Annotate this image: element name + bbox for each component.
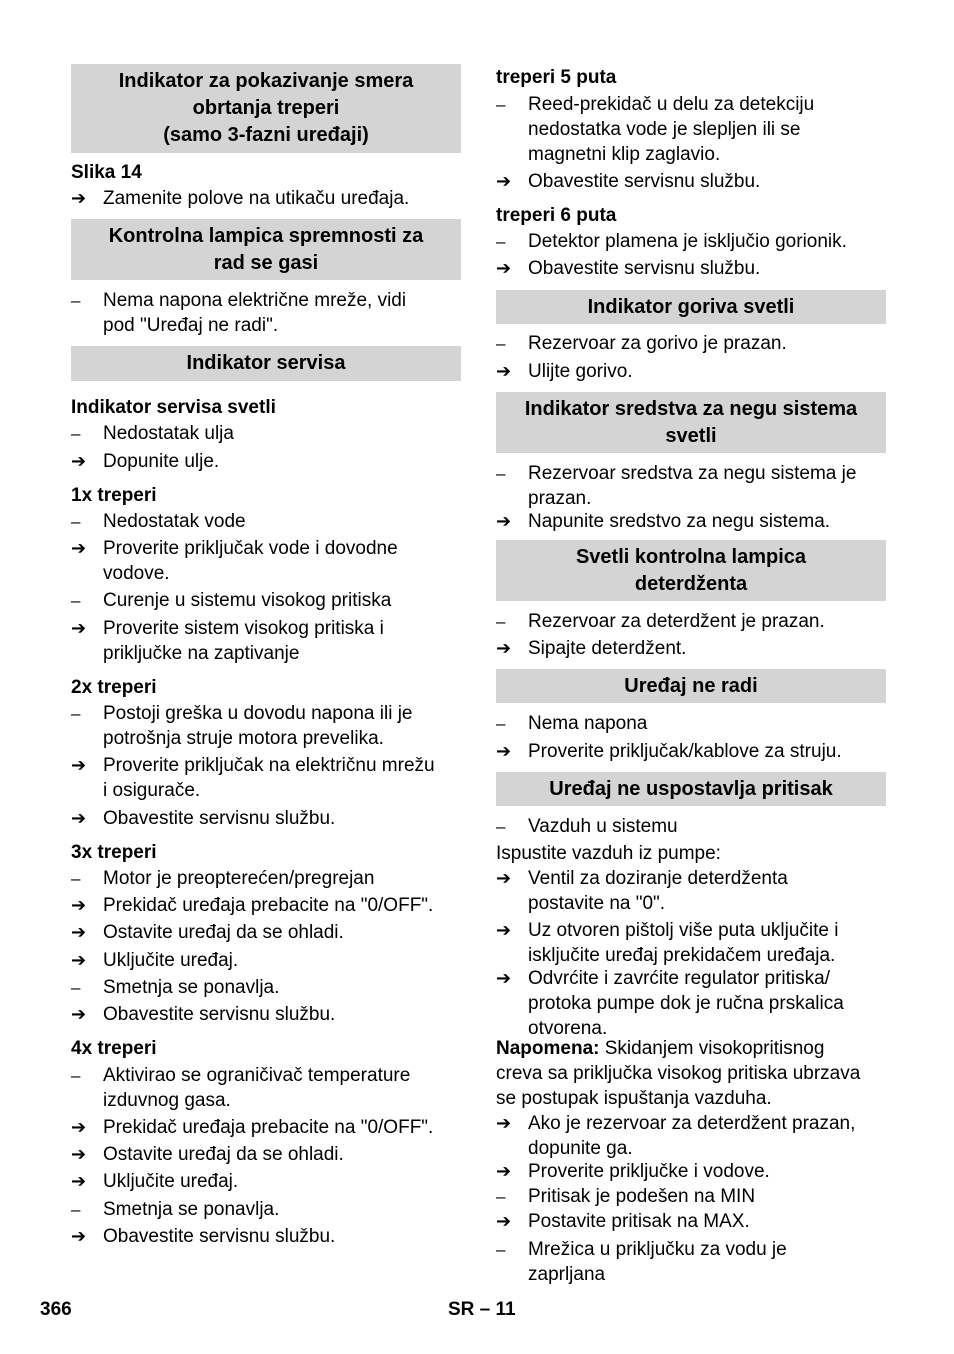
item-text-line: Reed-prekidač u delu za detekciju	[528, 94, 815, 115]
subheading: 2x treperi	[71, 677, 157, 698]
action-item	[71, 753, 461, 803]
item-text-line: Aktivirao se ograničivač temperature	[103, 1065, 411, 1086]
action-item	[71, 1169, 461, 1194]
arrow-icon: ➔	[496, 1161, 512, 1181]
action-item	[71, 449, 461, 474]
item-text-line: Detektor plamena je isključio gorionik.	[528, 231, 847, 252]
action-item	[71, 948, 461, 973]
page-number: 366	[40, 1299, 72, 1320]
dash-bullet: –	[71, 704, 81, 723]
item-text-line: izduvnog gasa.	[103, 1090, 231, 1111]
item-text-line: Rezervoar sredstva za negu sistema je	[528, 463, 857, 484]
item-text-line: Uključite uređaj.	[103, 1171, 239, 1192]
action-item	[496, 1209, 886, 1234]
subheading: 1x treperi	[71, 485, 157, 506]
item-text-line: Ostavite uređaj da se ohladi.	[103, 922, 344, 943]
action-item	[496, 359, 886, 384]
item-text-line: Nema napona	[528, 713, 648, 734]
action-item	[71, 1115, 461, 1140]
item-text-line: Proverite priključak na električnu mrežu	[103, 755, 435, 776]
item-text-line: Nema napona električne mreže, vidi	[103, 290, 407, 311]
dash-bullet: –	[71, 869, 81, 888]
arrow-icon: ➔	[71, 950, 87, 970]
item-text-line: Obavestite servisnu službu.	[528, 171, 761, 192]
dash-bullet: –	[496, 1240, 506, 1259]
item-text-line: Obavestite servisnu službu.	[528, 258, 761, 279]
arrow-icon: ➔	[496, 511, 512, 531]
section-heading-line: obrtanja treperi	[192, 97, 340, 119]
section-heading-line: Indikator goriva svetli	[587, 295, 795, 318]
section-heading-line: deterdženta	[634, 572, 748, 595]
arrow-icon: ➔	[71, 1144, 87, 1164]
subheading: treperi 5 puta	[496, 67, 617, 88]
cause-item	[496, 1237, 886, 1287]
item-text-line: Sipajte deterdžent.	[528, 638, 687, 659]
dash-bullet: –	[496, 334, 506, 353]
arrow-icon: ➔	[496, 638, 512, 658]
item-text-line: Obavestite servisnu službu.	[103, 808, 336, 829]
section-heading-line: (samo 3-fazni uređaji)	[163, 124, 369, 146]
item-text-line: Proverite priključak vode i dovodne	[103, 538, 398, 559]
subheading: treperi 6 puta	[496, 205, 617, 226]
cause-item	[71, 509, 461, 534]
arrow-icon: ➔	[71, 808, 87, 828]
action-item	[71, 536, 461, 586]
section-heading-line: svetli	[665, 424, 717, 447]
arrow-icon: ➔	[496, 258, 512, 278]
action-item	[496, 256, 886, 281]
action-item	[71, 806, 461, 831]
dash-bullet: –	[71, 424, 81, 443]
arrow-icon: ➔	[71, 922, 87, 942]
arrow-icon: ➔	[71, 755, 87, 775]
cause-item	[496, 609, 886, 634]
item-text-line: Mrežica u priključku za vodu je	[528, 1239, 787, 1260]
note-label: Napomena:	[496, 1038, 600, 1059]
section-heading-line: Kontrolna lampica spremnosti za	[108, 224, 424, 247]
item-text-line: nedostatka vode je slepljen ili se	[528, 119, 801, 140]
item-text-line: Smetnja se ponavlja.	[103, 1199, 280, 1220]
action-item	[71, 1002, 461, 1027]
arrow-icon: ➔	[71, 1171, 87, 1191]
item-text-line: otvorena.	[528, 1018, 608, 1039]
item-text-line: Proverite priključke i vodove.	[528, 1161, 770, 1182]
item-text-line: Proverite priključak/kablove za struju.	[528, 741, 842, 762]
item-text-line: Odvrćite i zavrćite regulator pritiska/	[528, 968, 830, 989]
section-heading	[71, 219, 461, 280]
action-item	[496, 866, 886, 916]
action-item	[71, 186, 461, 211]
item-text-line: Dopunite ulje.	[103, 451, 220, 472]
arrow-icon: ➔	[496, 1211, 512, 1231]
section-heading-line: Indikator za pokazivanje smera	[118, 70, 414, 92]
action-item	[496, 636, 886, 661]
action-item	[496, 509, 886, 534]
item-text-line: Uz otvoren pištolj više puta uključite i	[528, 920, 839, 941]
action-item	[496, 966, 886, 1041]
section-heading	[71, 346, 461, 381]
item-text-line: Postavite pritisak na MAX.	[528, 1211, 750, 1232]
cause-item	[496, 1184, 886, 1209]
cause-item	[71, 421, 461, 446]
action-item	[71, 920, 461, 945]
section-heading-line: Indikator sredstva za negu sistema	[524, 397, 858, 420]
dash-bullet: –	[71, 591, 81, 610]
section-heading	[496, 290, 886, 324]
arrow-icon: ➔	[71, 1117, 87, 1137]
item-text-line: magnetni klip zaglavio.	[528, 144, 721, 165]
item-text-line: Smetnja se ponavlja.	[103, 977, 280, 998]
item-text-line: priključke na zaptivanje	[103, 643, 300, 664]
cause-item	[496, 461, 886, 511]
action-item	[71, 893, 461, 918]
action-item	[496, 918, 886, 968]
arrow-icon: ➔	[496, 968, 512, 988]
item-text-line: Motor je preopterećen/pregrejan	[103, 868, 375, 889]
dash-bullet: –	[496, 464, 506, 483]
item-text-line: Obavestite servisnu službu.	[103, 1226, 336, 1247]
section-heading	[496, 772, 886, 806]
subheading: 3x treperi	[71, 842, 157, 863]
item-text-line: Nedostatak ulja	[103, 423, 234, 444]
action-item	[71, 616, 461, 666]
item-text-line: i osigurače.	[103, 780, 201, 801]
paragraph	[496, 841, 886, 866]
item-text-line: Rezervoar za deterdžent je prazan.	[528, 611, 825, 632]
note-line: creva sa priključka visokog pritiska ubrzava	[496, 1063, 861, 1084]
cause-item	[496, 711, 886, 736]
arrow-icon: ➔	[71, 895, 87, 915]
arrow-icon: ➔	[496, 1113, 512, 1133]
cause-item	[71, 701, 461, 751]
dash-bullet: –	[496, 1187, 506, 1206]
dash-bullet: –	[71, 978, 81, 997]
action-item	[496, 1159, 886, 1184]
item-text-line: Zamenite polove na utikaču uređaja.	[103, 188, 410, 209]
arrow-icon: ➔	[71, 451, 87, 471]
item-text-line: Proverite sistem visokog pritiska i	[103, 618, 384, 639]
item-text-line: Uključite uređaj.	[103, 950, 239, 971]
dash-bullet: –	[71, 1066, 81, 1085]
dash-bullet: –	[71, 512, 81, 531]
item-text-line: Rezervoar za gorivo je prazan.	[528, 333, 787, 354]
arrow-icon: ➔	[71, 188, 87, 208]
cause-item	[496, 92, 886, 167]
arrow-icon: ➔	[496, 920, 512, 940]
item-text-line: potrošnja struje motora prevelika.	[103, 728, 384, 749]
arrow-icon: ➔	[496, 868, 512, 888]
action-item	[71, 1224, 461, 1249]
item-text-line: postavite na "0".	[528, 893, 666, 914]
arrow-icon: ➔	[71, 1226, 87, 1246]
section-heading	[496, 669, 886, 703]
item-text-line: Curenje u sistemu visokog pritiska	[103, 590, 392, 611]
item-text-line: isključite uređaj prekidačem uređaja.	[528, 945, 836, 966]
cause-item	[71, 588, 461, 613]
arrow-icon: ➔	[496, 361, 512, 381]
item-text-line: Ostavite uređaj da se ohladi.	[103, 1144, 344, 1165]
section-heading	[71, 64, 461, 153]
section-heading-line: Uređaj ne radi	[624, 674, 758, 697]
item-text-line: Vazduh u sistemu	[528, 816, 678, 837]
item-text-line: Nedostatak vode	[103, 511, 246, 532]
arrow-icon: ➔	[496, 171, 512, 191]
item-text-line: Ako je rezervoar za deterdžent prazan,	[528, 1113, 856, 1134]
cause-item	[496, 229, 886, 254]
section-heading	[496, 392, 886, 453]
dash-bullet: –	[496, 95, 506, 114]
item-text-line: pod "Uređaj ne radi".	[103, 315, 279, 336]
item-text-line: Napunite sredstvo za negu sistema.	[528, 511, 831, 532]
item-text-line: Ventil za doziranje deterdženta	[528, 868, 788, 889]
item-text-line: zaprljana	[528, 1264, 606, 1285]
item-text-line: Postoji greška u dovodu napona ili je	[103, 703, 413, 724]
arrow-icon: ➔	[496, 741, 512, 761]
note-line: se postupak ispuštanja vazduha.	[496, 1088, 772, 1109]
item-text-line: protoka pumpe dok je ručna prskalica	[528, 993, 844, 1014]
subheading: 4x treperi	[71, 1038, 157, 1059]
dash-bullet: –	[496, 817, 506, 836]
section-heading-line: Svetli kontrolna lampica	[575, 545, 807, 568]
item-text-line: vodove.	[103, 563, 170, 584]
cause-item	[496, 331, 886, 356]
cause-item	[71, 1197, 461, 1222]
dash-bullet: –	[496, 714, 506, 733]
dash-bullet: –	[496, 232, 506, 251]
note-line	[496, 1036, 886, 1061]
item-text-line: dopunite ga.	[528, 1138, 633, 1159]
cause-item	[71, 1063, 461, 1113]
action-item	[71, 1142, 461, 1167]
dash-bullet: –	[71, 291, 81, 310]
item-text-line: prazan.	[528, 488, 592, 509]
section-heading-line: Uređaj ne uspostavlja pritisak	[549, 777, 833, 800]
cause-item	[71, 866, 461, 891]
note-paragraph	[496, 1036, 886, 1111]
subheading: Slika 14	[71, 162, 142, 183]
paragraph-line: Ispustite vazduh iz pumpe:	[496, 843, 721, 864]
item-text-line: Prekidač uređaja prebacite na "0/OFF".	[103, 895, 434, 916]
item-text-line: Obavestite servisnu službu.	[103, 1004, 336, 1025]
subheading: Indikator servisa svetli	[71, 397, 276, 418]
section-page-label: SR – 11	[448, 1299, 516, 1320]
dash-bullet: –	[496, 612, 506, 631]
arrow-icon: ➔	[71, 618, 87, 638]
action-item	[496, 1111, 886, 1161]
section-heading-line: Indikator servisa	[186, 352, 346, 374]
item-text-line: Pritisak je podešen na MIN	[528, 1186, 756, 1207]
action-item	[496, 169, 886, 194]
action-item	[496, 739, 886, 764]
arrow-icon: ➔	[71, 538, 87, 558]
cause-item	[71, 288, 461, 338]
item-text-line: Ulijte gorivo.	[528, 361, 633, 382]
item-text-line: Prekidač uređaja prebacite na "0/OFF".	[103, 1117, 434, 1138]
section-heading	[496, 540, 886, 601]
cause-item	[71, 975, 461, 1000]
note-text: Skidanjem visokopritisnog	[599, 1038, 825, 1059]
section-heading-line: rad se gasi	[213, 251, 319, 274]
arrow-icon: ➔	[71, 1004, 87, 1024]
dash-bullet: –	[71, 1200, 81, 1219]
cause-item	[496, 814, 886, 839]
